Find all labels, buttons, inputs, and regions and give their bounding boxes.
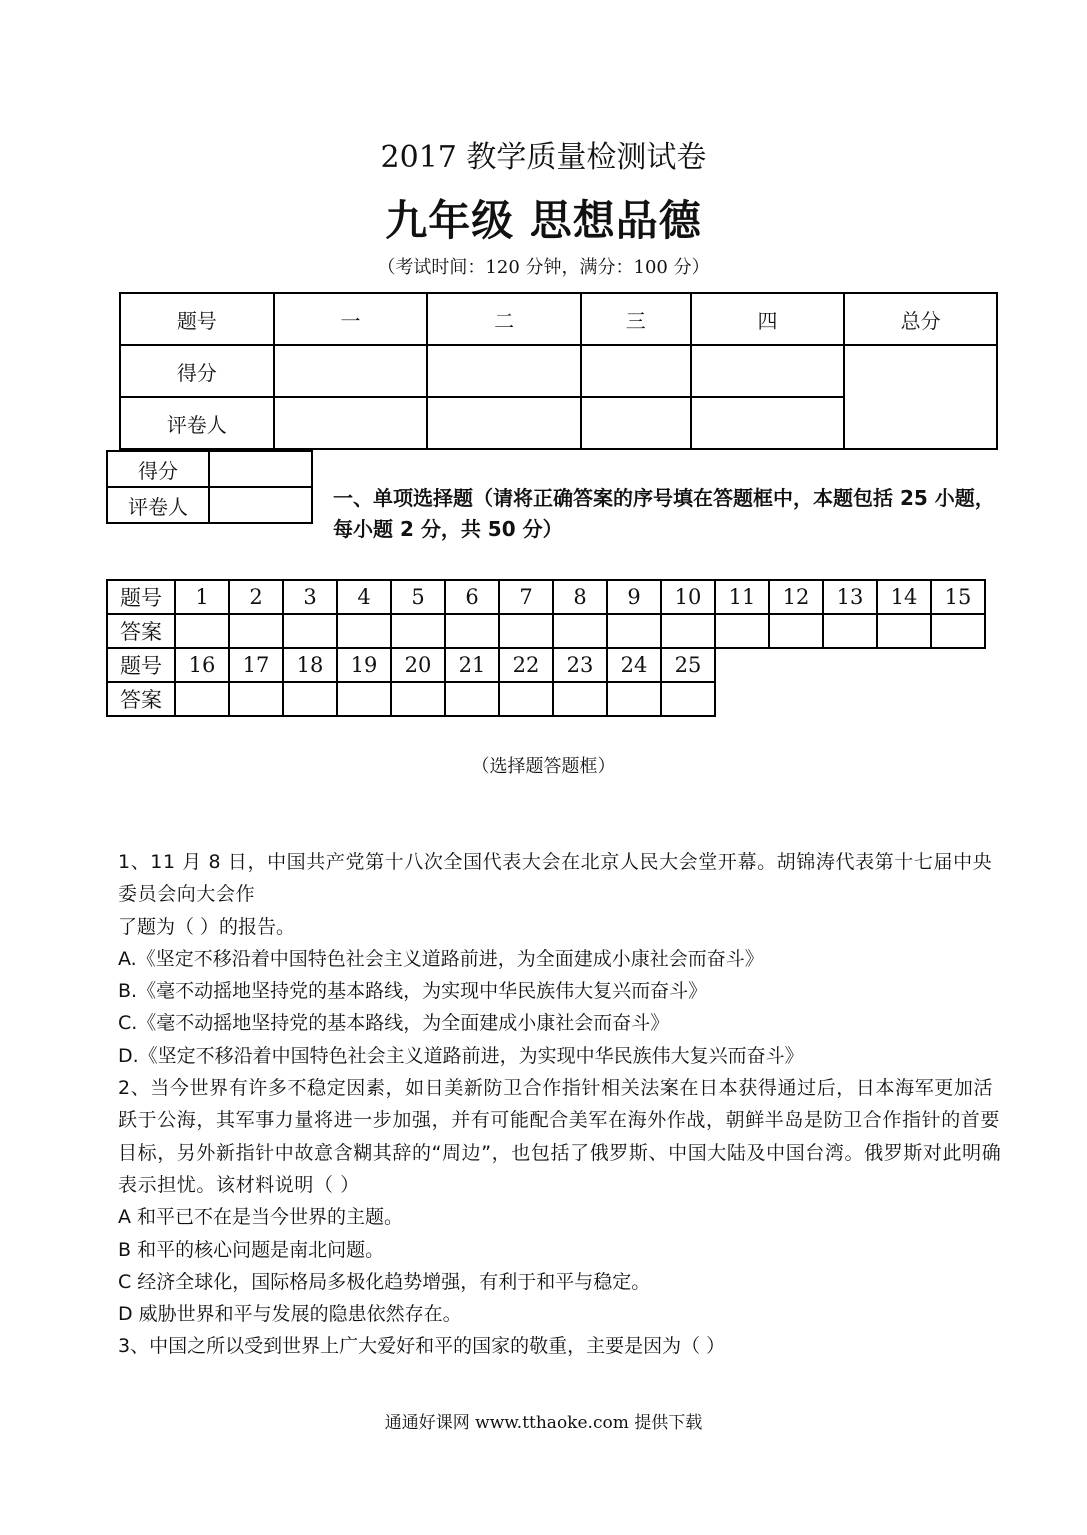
score-header-cell: 三 bbox=[581, 293, 691, 345]
score-row-label: 得分 bbox=[120, 345, 274, 397]
answer-cell bbox=[445, 614, 499, 648]
score-header-cell: 题号 bbox=[120, 293, 274, 345]
question-2-option-c: C 经济全球化，国际格局多极化趋势增强，有利于和平与稳定。 bbox=[118, 1270, 651, 1293]
question-number: 12 bbox=[769, 580, 823, 614]
section-grader-box bbox=[106, 450, 313, 524]
answer-cell bbox=[553, 682, 607, 716]
grader-cell bbox=[427, 397, 581, 449]
question-2-stem: 2、当今世界有许多不稳定因素，如日美新防卫合作指针相关法案在日本获得通过后，日本海军更加活跃于公海，其军事力量将进一步加强，并有可能配合美军在海外作战，朝鲜半岛是防卫合作指针的首要目标，另外新指针中故意含糊其辞的“周边”，也包括了俄罗斯、中国大陆及中国台湾。俄罗斯对此明确表示担忧。该材料说明（ ） bbox=[118, 1077, 1002, 1196]
question-number: 18 bbox=[283, 648, 337, 682]
score-row bbox=[120, 345, 997, 397]
exam-title: 2017 教学质量检测试卷 bbox=[380, 140, 707, 175]
question-1-option-a: A.《坚定不移沿着中国特色社会主义道路前进，为全面建成小康社会而奋斗》 bbox=[118, 947, 764, 970]
grader-box-cell bbox=[209, 487, 312, 523]
empty-space bbox=[931, 648, 985, 682]
grader-cell bbox=[691, 397, 845, 449]
grader-box-cell bbox=[209, 451, 312, 487]
answer-cell bbox=[337, 682, 391, 716]
question-number: 9 bbox=[607, 580, 661, 614]
question-number: 17 bbox=[229, 648, 283, 682]
answer-row-label: 题号 bbox=[107, 580, 175, 614]
answer-question-row-2 bbox=[107, 648, 985, 682]
answer-question-row-1 bbox=[107, 580, 985, 614]
answer-cell bbox=[499, 682, 553, 716]
question-number: 20 bbox=[391, 648, 445, 682]
question-1-stem: 1、11 月 8 日，中国共产党第十八次全国代表大会在北京人民大会堂开幕。胡锦涛代表第十七届中央委员会向大会作 bbox=[118, 851, 993, 906]
question-number: 23 bbox=[553, 648, 607, 682]
empty-space bbox=[769, 648, 823, 682]
empty-space bbox=[877, 682, 931, 716]
score-header-cell: 总分 bbox=[844, 293, 997, 345]
question-2-option-a: A 和平已不在是当今世界的主题。 bbox=[118, 1206, 404, 1229]
empty-space bbox=[823, 682, 877, 716]
answer-cell bbox=[553, 614, 607, 648]
empty-space bbox=[931, 682, 985, 716]
answer-cell bbox=[283, 682, 337, 716]
score-cell bbox=[581, 345, 691, 397]
answer-cell bbox=[715, 614, 769, 648]
answer-cell bbox=[661, 682, 715, 716]
answer-cell bbox=[607, 614, 661, 648]
grader-row-label: 评卷人 bbox=[120, 397, 274, 449]
question-number: 10 bbox=[661, 580, 715, 614]
grader-box-label: 评卷人 bbox=[107, 487, 209, 523]
question-number: 5 bbox=[391, 580, 445, 614]
empty-space bbox=[823, 648, 877, 682]
question-number: 3 bbox=[283, 580, 337, 614]
score-cell bbox=[427, 345, 581, 397]
question-number: 7 bbox=[499, 580, 553, 614]
section-heading: 一、单项选择题（请将正确答案的序号填在答题框中，本题包括 25 小题，每小题 2 分，共 50 分） bbox=[333, 486, 995, 541]
answer-row-1 bbox=[107, 614, 985, 648]
question-1-option-c: C.《毫不动摇地坚持党的基本路线，为全面建成小康社会而奋斗》 bbox=[118, 1012, 670, 1035]
question-number: 13 bbox=[823, 580, 877, 614]
answer-cell bbox=[391, 682, 445, 716]
answer-cell bbox=[499, 614, 553, 648]
question-3-stem: 3、中国之所以受到世界上广大爱好和平的国家的敬重，主要是因为（ ） bbox=[118, 1335, 726, 1358]
question-number: 8 bbox=[553, 580, 607, 614]
score-header-cell: 四 bbox=[691, 293, 845, 345]
question-1-stem-continued: 了题为（ ）的报告。 bbox=[118, 915, 296, 938]
question-2-option-b: B 和平的核心问题是南北问题。 bbox=[118, 1238, 385, 1261]
question-number: 24 bbox=[607, 648, 661, 682]
question-number: 19 bbox=[337, 648, 391, 682]
empty-space bbox=[877, 648, 931, 682]
answer-cell bbox=[391, 614, 445, 648]
answer-row-label: 答案 bbox=[107, 614, 175, 648]
question-number: 22 bbox=[499, 648, 553, 682]
answer-cell bbox=[661, 614, 715, 648]
page-footer: 通通好课网 www.tthaoke.com 提供下载 bbox=[384, 1413, 703, 1433]
question-number: 4 bbox=[337, 580, 391, 614]
answer-row-2 bbox=[107, 682, 985, 716]
question-number: 16 bbox=[175, 648, 229, 682]
answer-row-label: 题号 bbox=[107, 648, 175, 682]
score-header-cell: 一 bbox=[274, 293, 428, 345]
question-number: 6 bbox=[445, 580, 499, 614]
answer-cell bbox=[175, 614, 229, 648]
score-header-cell: 二 bbox=[427, 293, 581, 345]
score-table bbox=[119, 292, 998, 450]
question-number: 1 bbox=[175, 580, 229, 614]
question-2-option-d: D 威胁世界和平与发展的隐患依然存在。 bbox=[118, 1303, 462, 1326]
question-number: 25 bbox=[661, 648, 715, 682]
question-1-option-b: B.《毫不动摇地坚持党的基本路线，为实现中华民族伟大复兴而奋斗》 bbox=[118, 980, 708, 1003]
question-1-option-d: D.《坚定不移沿着中国特色社会主义道路前进，为实现中华民族伟大复兴而奋斗》 bbox=[118, 1044, 804, 1067]
answer-cell bbox=[769, 614, 823, 648]
answer-row-label: 答案 bbox=[107, 682, 175, 716]
score-cell bbox=[274, 345, 428, 397]
exam-info: （考试时间：120 分钟，满分：100 分） bbox=[377, 257, 710, 278]
question-number: 21 bbox=[445, 648, 499, 682]
total-score-cell bbox=[844, 345, 997, 449]
answer-table bbox=[106, 579, 986, 717]
question-list bbox=[118, 846, 1003, 1363]
grader-cell bbox=[581, 397, 691, 449]
empty-space bbox=[715, 682, 769, 716]
answer-cell bbox=[283, 614, 337, 648]
answer-cell bbox=[229, 614, 283, 648]
question-number: 2 bbox=[229, 580, 283, 614]
answer-cell bbox=[229, 682, 283, 716]
question-number: 11 bbox=[715, 580, 769, 614]
grader-cell bbox=[274, 397, 428, 449]
answer-cell bbox=[931, 614, 985, 648]
score-table-header-row bbox=[120, 293, 997, 345]
answer-cell bbox=[337, 614, 391, 648]
question-number: 14 bbox=[877, 580, 931, 614]
answer-cell bbox=[607, 682, 661, 716]
empty-space bbox=[769, 682, 823, 716]
answer-cell bbox=[877, 614, 931, 648]
exam-subject: 九年级 思想品德 bbox=[385, 196, 702, 245]
question-number: 15 bbox=[931, 580, 985, 614]
empty-space bbox=[715, 648, 769, 682]
answer-cell bbox=[445, 682, 499, 716]
answer-table-caption: （选择题答题框） bbox=[471, 756, 616, 777]
answer-cell bbox=[823, 614, 877, 648]
grader-box-label: 得分 bbox=[107, 451, 209, 487]
score-cell bbox=[691, 345, 845, 397]
answer-cell bbox=[175, 682, 229, 716]
